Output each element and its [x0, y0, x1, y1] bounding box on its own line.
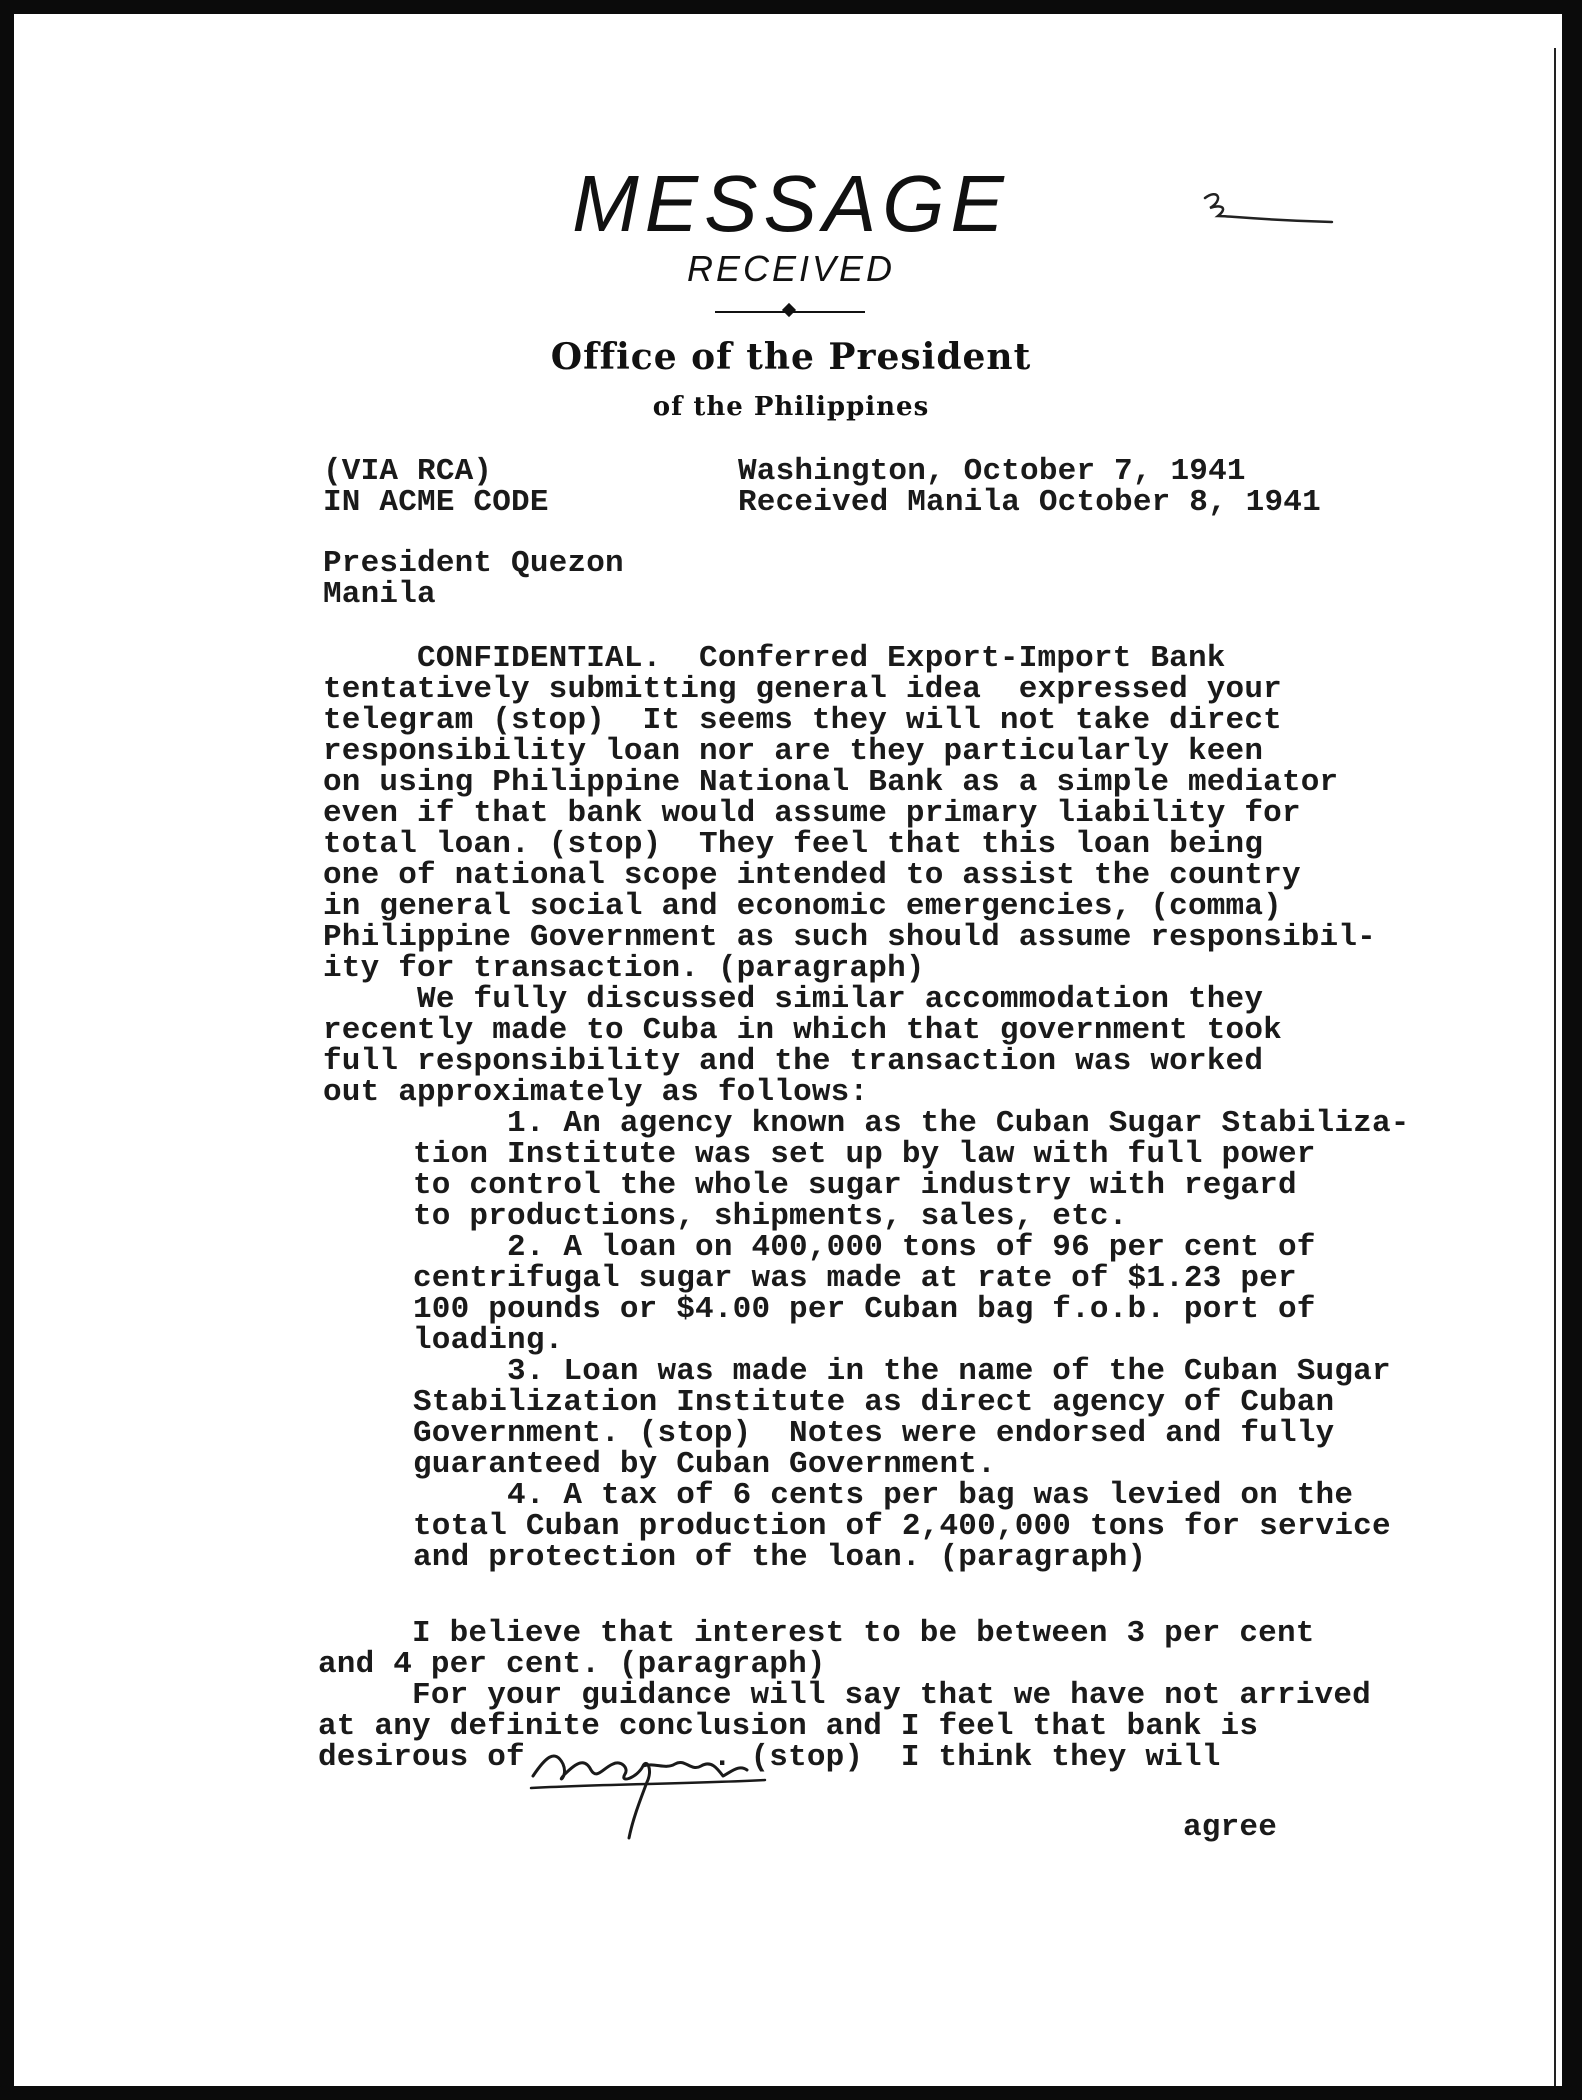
p2-line: We fully discussed similar accommodation they	[323, 982, 1264, 1017]
p1-line: responsibility loan nor are they particularly keen	[323, 734, 1264, 769]
items-line: to control the whole sugar industry with regard	[413, 1168, 1297, 1203]
items-line: tion Institute was set up by law with full power	[413, 1137, 1316, 1172]
items-line: 1. An agency known as the Cuban Sugar Stabiliza-	[413, 1106, 1410, 1141]
p1-line: ity for transaction. (paragraph)	[323, 951, 925, 986]
numbered-list	[413, 1108, 1410, 1573]
items-line: 2. A loan on 400,000 tons of 96 per cent of	[413, 1230, 1316, 1265]
p3-line: desirous of . (stop) I think they will	[318, 1740, 1221, 1775]
next-page-catchword: agree	[1183, 1810, 1278, 1845]
letterhead-title: MESSAGE	[572, 159, 1010, 248]
p1-line: CONFIDENTIAL. Conferred Export-Import Bank	[323, 641, 1226, 676]
body-paragraph-1	[323, 643, 1376, 984]
items-line: centrifugal sugar was made at rate of $1.23 per	[413, 1261, 1297, 1296]
p1-line: total loan. (stop) They feel that this loan being	[323, 827, 1264, 862]
sent-line: Washington, October 7, 1941	[738, 454, 1246, 489]
p2-line: recently made to Cuba in which that government took	[323, 1013, 1282, 1048]
body-paragraph-2	[323, 984, 1282, 1108]
items-line: and protection of the loan. (paragraph)	[413, 1540, 1147, 1575]
handwritten-signature	[525, 1718, 815, 1848]
p1-line: even if that bank would assume primary liability for	[323, 796, 1301, 831]
items-line: loading.	[413, 1323, 564, 1358]
handwritten-mark	[1200, 186, 1340, 236]
p1-line: tentatively submitting general idea expressed your	[323, 672, 1282, 707]
items-line: guaranteed by Cuban Government.	[413, 1447, 996, 1482]
p3-line: I believe that interest to be between 3 per cent	[318, 1616, 1315, 1651]
items-line: Government. (stop) Notes were endorsed and fully	[413, 1416, 1335, 1451]
code-line: IN ACME CODE	[323, 485, 549, 520]
p3-line: For your guidance will say that we have not arrived	[318, 1678, 1371, 1713]
p1-line: one of national scope intended to assist the country	[323, 858, 1301, 893]
items-line: 3. Loan was made in the name of the Cuban Sugar	[413, 1354, 1391, 1389]
p1-line: in general social and economic emergencies, (comma)	[323, 889, 1282, 924]
letterhead-subtitle: RECEIVED	[686, 248, 896, 289]
p1-line: Philippine Government as such should assume responsibil-	[323, 920, 1376, 955]
items-line: total Cuban production of 2,400,000 tons for service	[413, 1509, 1391, 1544]
items-line: Stabilization Institute as direct agency of Cuban	[413, 1385, 1335, 1420]
items-line: to productions, shipments, sales, etc.	[413, 1199, 1128, 1234]
p3-line: at any definite conclusion and I feel that bank is	[318, 1709, 1259, 1744]
addressee-name: President Quezon	[323, 546, 624, 581]
body-paragraph-3	[318, 1618, 1371, 1773]
p2-line: out approximately as follows:	[323, 1075, 869, 1110]
letterhead-country: of the Philippines	[652, 392, 930, 422]
p1-line: on using Philippine National Bank as a simple mediator	[323, 765, 1339, 800]
p3-line: and 4 per cent. (paragraph)	[318, 1647, 826, 1682]
p2-line: full responsibility and the transaction was worked	[323, 1044, 1264, 1079]
via-line: (VIA RCA)	[323, 454, 493, 489]
addressee-city: Manila	[323, 577, 436, 612]
items-line: 4. A tax of 6 cents per bag was levied on the	[413, 1478, 1354, 1513]
letterhead-office: Office of the President	[550, 336, 1032, 378]
p1-line: telegram (stop) It seems they will not take direct	[323, 703, 1282, 738]
received-line: Received Manila October 8, 1941	[738, 485, 1321, 520]
items-line: 100 pounds or $4.00 per Cuban bag f.o.b. port of	[413, 1292, 1316, 1327]
